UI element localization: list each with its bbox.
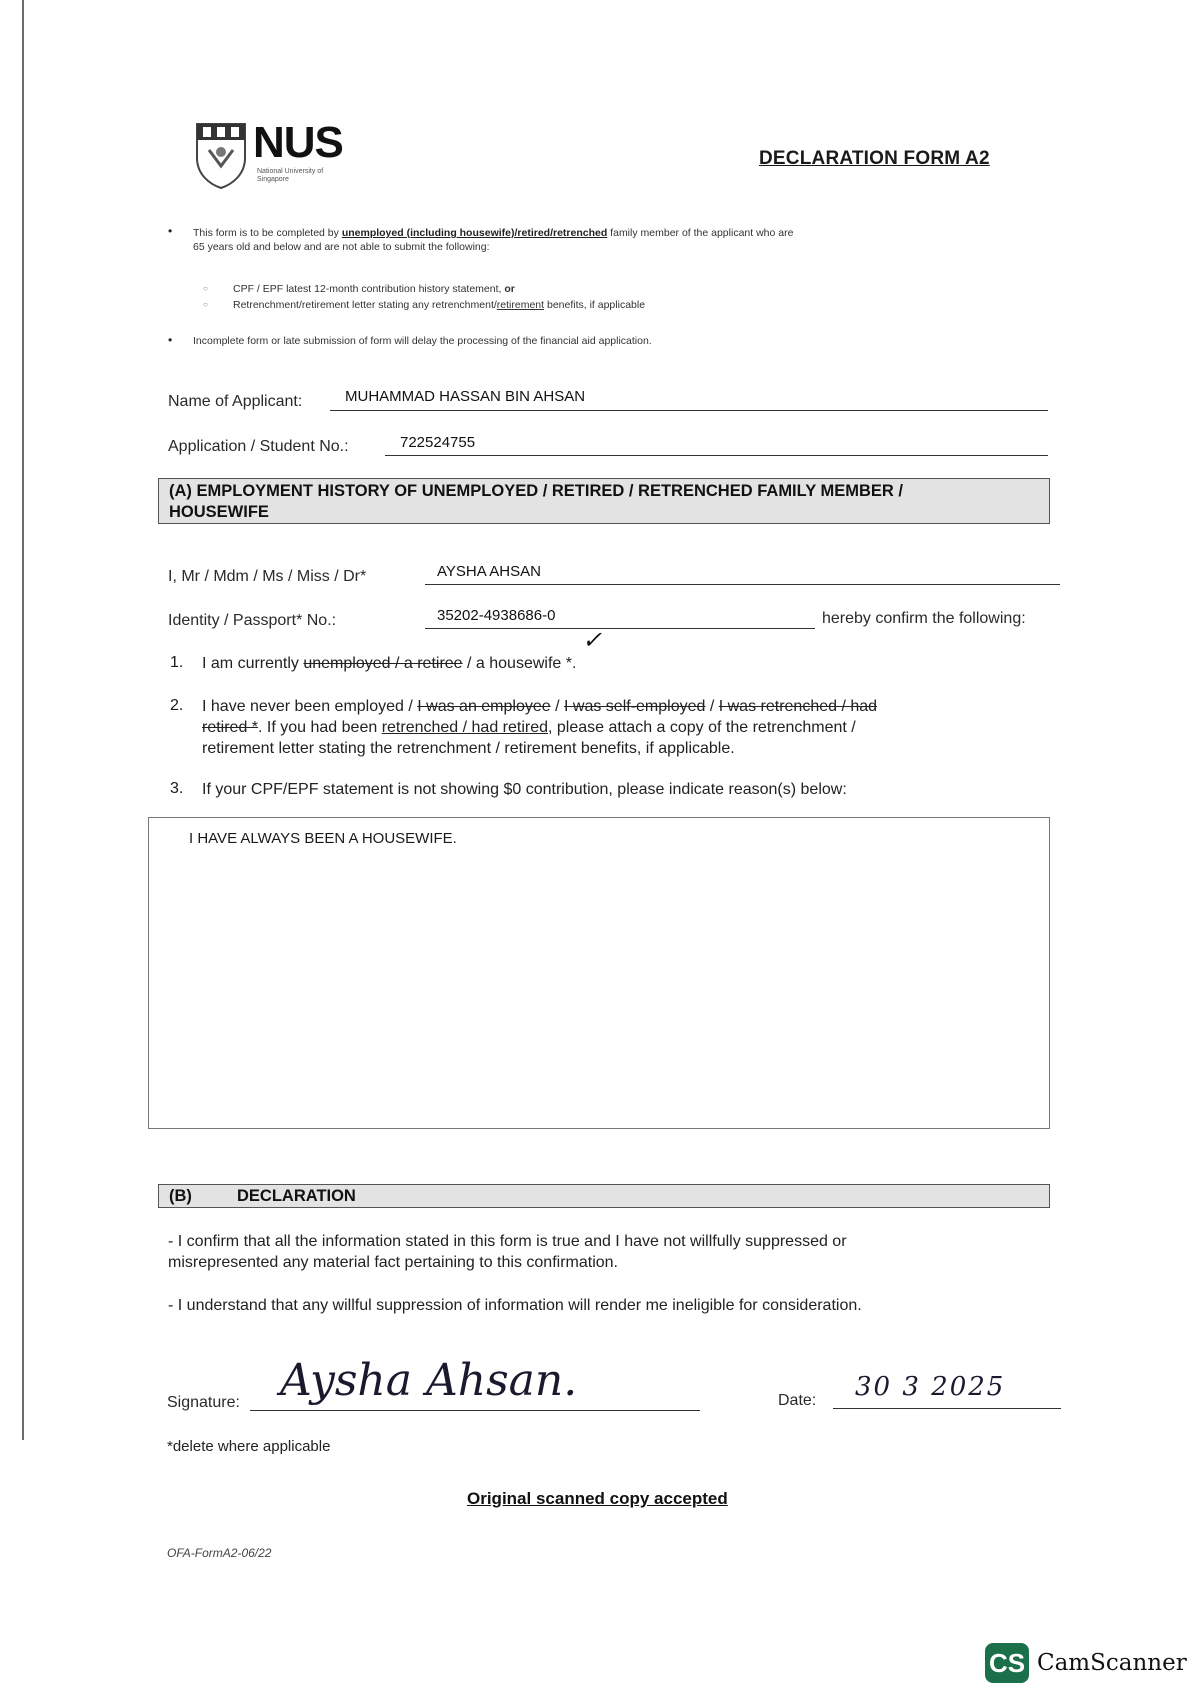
- declaration-2: - I understand that any willful suppression of information will render me ineligible for consideration.: [168, 1297, 862, 1314]
- instruction-sub-1: CPF / EPF latest 12-month contribution history statement, or: [233, 283, 515, 295]
- nus-logo: [193, 118, 353, 198]
- form-title: DECLARATION FORM A2: [759, 148, 990, 169]
- passport-field[interactable]: 35202-4938686-0: [437, 607, 556, 624]
- section-b-code: (B): [169, 1187, 192, 1205]
- passport-label: Identity / Passport* No.:: [168, 612, 337, 629]
- date-field[interactable]: 30 3 2025: [855, 1372, 1006, 1402]
- reason-textarea[interactable]: [148, 817, 1050, 1129]
- bullet-icon: •: [168, 224, 173, 238]
- underline: [425, 628, 815, 629]
- shield-icon: [193, 120, 249, 190]
- underline: [833, 1408, 1061, 1409]
- declaration-1: - I confirm that all the information stated in this form is true and I have not willfully suppressed or misrepresented any material fact pertaining to this confirmation.: [168, 1233, 847, 1271]
- confirm-text: hereby confirm the following:: [822, 610, 1026, 627]
- applicant-name-label: Name of Applicant:: [168, 393, 303, 410]
- logo-subtitle: National University of Singapore: [257, 168, 324, 183]
- section-b-header: [158, 1184, 1050, 1208]
- camscanner-icon: CS: [985, 1643, 1029, 1683]
- underline: [425, 584, 1060, 585]
- circle-bullet-icon: ○: [203, 284, 208, 293]
- logo-word: NUS: [253, 118, 343, 167]
- camscanner-text: CamScanner: [1037, 1650, 1187, 1676]
- section-a-header: [158, 478, 1050, 524]
- form-code: OFA-FormA2-06/22: [167, 1546, 272, 1560]
- item-2-text: I have never been employed / I was an employee / I was self-employed / I was retrenched / had retired *. If you had been retrenched / had retired, please attach a copy of the retrenchment / retirement letter stating the retrenchment / retirement benefits, if applicable.: [202, 698, 878, 757]
- item-2-number: 2.: [170, 697, 184, 714]
- date-label: Date:: [778, 1392, 817, 1409]
- applicant-name-field[interactable]: MUHAMMAD HASSAN BIN AHSAN: [345, 388, 586, 405]
- section-a-title-1: (A) EMPLOYMENT HISTORY OF UNEMPLOYED / RETIRED / RETRENCHED FAMILY MEMBER /: [169, 482, 904, 500]
- bullet-icon: •: [168, 333, 173, 347]
- person-name-field[interactable]: AYSHA AHSAN: [437, 563, 541, 580]
- section-a-title-2: HOUSEWIFE: [169, 503, 269, 521]
- student-no-label: Application / Student No.:: [168, 438, 349, 455]
- student-no-field[interactable]: 722524755: [400, 434, 476, 451]
- page-edge: [22, 0, 24, 1440]
- item-1-number: 1.: [170, 654, 184, 671]
- item-3-text: If your CPF/EPF statement is not showing $0 contribution, please indicate reason(s) below:: [202, 781, 847, 798]
- item-3-number: 3.: [170, 780, 184, 797]
- instruction-sub-2: Retrenchment/retirement letter stating any retrenchment/retirement benefits, if applicable: [233, 299, 646, 311]
- signature-field[interactable]: Aysha Ahsan.: [280, 1355, 578, 1406]
- instruction-2: Incomplete form or late submission of form will delay the processing of the financial aid application.: [193, 335, 652, 347]
- instruction-1: This form is to be completed by unemployed (including housewife)/retired/retrenched family member of the applicant who are 65 years old and below and are not able to submit the following:: [193, 227, 794, 253]
- underline: [330, 410, 1048, 411]
- scanned-copy-note: Original scanned copy accepted: [467, 1489, 728, 1508]
- underline: [385, 455, 1048, 456]
- person-title-label: I, Mr / Mdm / Ms / Miss / Dr*: [168, 568, 367, 585]
- underline: [250, 1410, 700, 1411]
- section-b-title: DECLARATION: [237, 1187, 356, 1205]
- signature-label: Signature:: [167, 1394, 240, 1411]
- reason-text: I HAVE ALWAYS BEEN A HOUSEWIFE.: [189, 830, 457, 847]
- delete-note: *delete where applicable: [167, 1438, 331, 1455]
- circle-bullet-icon: ○: [203, 300, 208, 309]
- checkmark-icon: ✓: [582, 626, 603, 654]
- item-1-text: I am currently unemployed / a retiree / a housewife *.: [202, 655, 577, 672]
